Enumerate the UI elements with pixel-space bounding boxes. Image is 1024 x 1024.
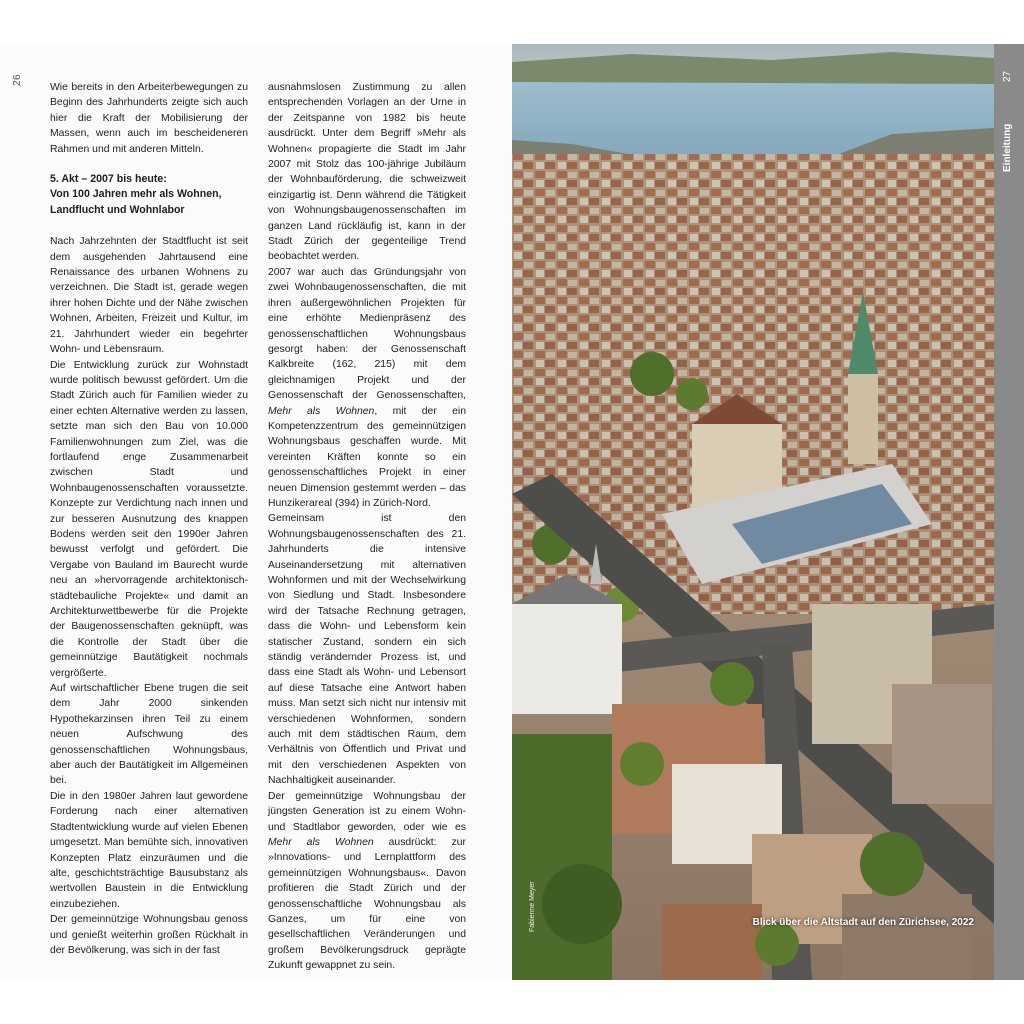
text-column-2: [268, 80, 466, 974]
paragraph-text: , mit der ein Kompetenzzentrum des gemeinnützigen Wohnungsbaus geschaffen wurde. Mit vereinten Kräften konnte so ein genossenschaftliches Projekt in einer neuen Dimension gestemmt werden – das Hunzikerareal (394) in Zürich-Nord.: [268, 405, 466, 509]
aerial-photo: [512, 44, 994, 980]
book-spread: [0, 44, 1024, 980]
emphasis-text: Mehr als Wohnen: [268, 405, 375, 417]
paragraph: Der gemeinnützige Wohnungsbau genoss und genießt weiterhin großen Rückhalt in der Bevölkerung, was sich in der fast: [50, 914, 248, 956]
section-label: Einleitung: [1002, 123, 1013, 172]
paragraph: Die in den 1980er Jahren laut gewordene Forderung nach einer alternativen Stadtentwicklung wurde auf vielen Ebenen umgesetzt. Man bemühte sich, innovativen Konzepten Platz einzuräumen und die alte, geschichtsträchtige Bausubstanz als wertvollen Baustein in die Entwicklung einzubeziehen.: [50, 790, 248, 910]
emphasis-text: Mehr als Wohnen: [268, 836, 374, 848]
intro-paragraph: Wie bereits in den Arbeiterbewegungen zu Beginn des Jahrhunderts zeigte sich auch hier die Kraft der Mobilisierung der Massen, wenn auch im bescheideneren Rahmen und mit anderen Mitteln.: [50, 82, 248, 155]
tree-cluster: [630, 352, 674, 396]
paragraph: Auf wirtschaftlicher Ebene trugen die seit dem Jahr 2000 sinkenden Hypothekarzinsen ihren Teil zu einem neuen Aufschwung des genossenschaftlichen Wohnungsbaus, aber auch der Bautätigkeit im Allgemeinen bei.: [50, 683, 248, 787]
paragraph: [268, 265, 466, 512]
tree-cluster: [620, 742, 664, 786]
tree-cluster: [860, 832, 924, 896]
lower-building: [892, 684, 992, 804]
park-trees: [512, 734, 612, 980]
paragraph-text: ausdrückt: zur »Innovations- und Lernplattform des gemeinnützigen Wohnungsbaus«. Davon profitieren die Stadt Zürich und der genossenschaftliche Wohnungsbau als Ganzes, um für eine von gesellschaftlichen Veränderungen und großem Bevölkerungsdruck geprägte Zukunft gewappnet zu sein.: [268, 836, 466, 972]
paragraph: Nach Jahrzehnten der Stadtflucht ist seit dem ausgehenden Jahrtausend eine Renaissance des urbanen Wohnens zu verzeichnen. Die Stadt ist, gerade wegen ihrer hohen Dichte und der Nähe zwischen Wohnen, Arbeiten, Freizeit und Kultur, im 21. Jahrhundert wieder ein begehrter Wohn- und Lebensraum.: [50, 236, 248, 356]
tree-cluster: [755, 922, 799, 966]
paragraph-text: 2007 war auch das Gründungsjahr von zwei Wohnbaugenossenschaften, die mit ihren außergewöhnlichen Projekten für eine erhöhte Medienpräsenz des genossenschaftlichen Wohnungsbaus gesorgt haben: der Genossenschaft Kalkbreite (162, 215) mit dem gleichnamigen Projekt und der Genossenschaft der Genossenschaften,: [268, 266, 466, 402]
section-heading-line1: 5. Akt – 2007 bis heute:: [50, 173, 167, 186]
tree-cluster: [542, 864, 622, 944]
paragraph-text: Der gemeinnützige Wohnungsbau der jüngsten Generation ist zu einem Wohn- und Stadtlabor geworden, oder wie es: [268, 790, 466, 833]
tree-cluster: [676, 378, 708, 410]
photo-credit: Fabienne Meyer: [529, 881, 536, 932]
paragraph: [268, 789, 466, 974]
paragraph: ausnahmslosen Zustimmung zu allen entsprechenden Vorlagen an der Urne in der Zeitspanne von 1982 bis heute ausdrückt. Unter dem Begriff »Mehr als Wohnen« propagierte die Stadt im Jahr 2007 mit Stolz das 100-jährige Jubiläum der Wohnbauförderung, die schweizweit einzigartig ist. Denn während die Tätigkeit von Wohnungsbaugenossenschaften im ganzen Land rückläufig ist, kann in der Stadt Zürich der gegenteilige Trend beobachtet werden.: [268, 82, 466, 263]
white-church: [512, 604, 622, 714]
paragraph: Die Entwicklung zurück zur Wohnstadt wurde politisch bewusst gefördert. Um die Stadt Zürich auch für Familien wieder zu einer echten Alternative werden zu lassen, setzte man sich den Bau von 10.000 Familienwohnungen zum Ziel, was die fortlaufend enge Zusammenarbeit zwischen Stadt und Wohnbaugenossenschaften voraussetzte. Konzepte zur Verdichtung nach innen und zur besseren Ausnutzung des knappen Bodens werden seit den 1990er Jahren bewusst verfolgt und gefördert. Die Vergabe von Bauland im Baurecht wurde neu an »hervorragende architektonisch-städtebauliche Projekte« und damit an Architekturwettbewerbe für die Projekte der Baugenossenschaften geknüpft, was die Kontrolle der Stadt über die gemeinnützige Bautätigkeit nochmals vergrößerte.: [50, 359, 248, 679]
page-number-left: 26: [12, 73, 23, 86]
lower-building: [842, 894, 972, 980]
photo-caption: Blick über die Altstadt auf den Zürichsee, 2022: [752, 917, 974, 928]
aerial-photo-illustration: [512, 44, 994, 980]
church-tower: [848, 374, 878, 464]
section-heading-line2: Von 100 Jahren mehr als Wohnen,: [50, 188, 222, 201]
text-column-1: [50, 80, 248, 958]
section-heading-line3: Landflucht und Wohnlabor: [50, 203, 185, 216]
section-heading: [50, 172, 248, 218]
page-number-right: 27: [1002, 70, 1013, 82]
tree-cluster: [710, 662, 754, 706]
left-page: [0, 44, 512, 980]
section-band: [994, 44, 1024, 980]
paragraph: Gemeinsam ist den Wohnungsbaugenossenschaften des 21. Jahrhunderts die intensive Auseinandersetzung mit alternativen Wohnformen und mit der Wechselwirkung von Siedlung und Stadt. Insbesondere wird der Tatsache Rechnung getragen, dass die Wohn- und Lebensform kein statischer Zustand, sondern ein sich ständig verändernder Prozess ist, und dass eine Stadt als Wohn- und Lebensort auf diese Tatsache eine Antwort haben muss. Man setzt sich nicht nur intensiv mit verschiedenen Wohnformen, sondern auch mit dem städtischen Raum, dem Verhältnis von Öffentlich und Privat und mit den verschiedenen Aspekten von Nachhaltigkeit auseinander.: [268, 513, 466, 787]
lower-building: [662, 904, 762, 980]
